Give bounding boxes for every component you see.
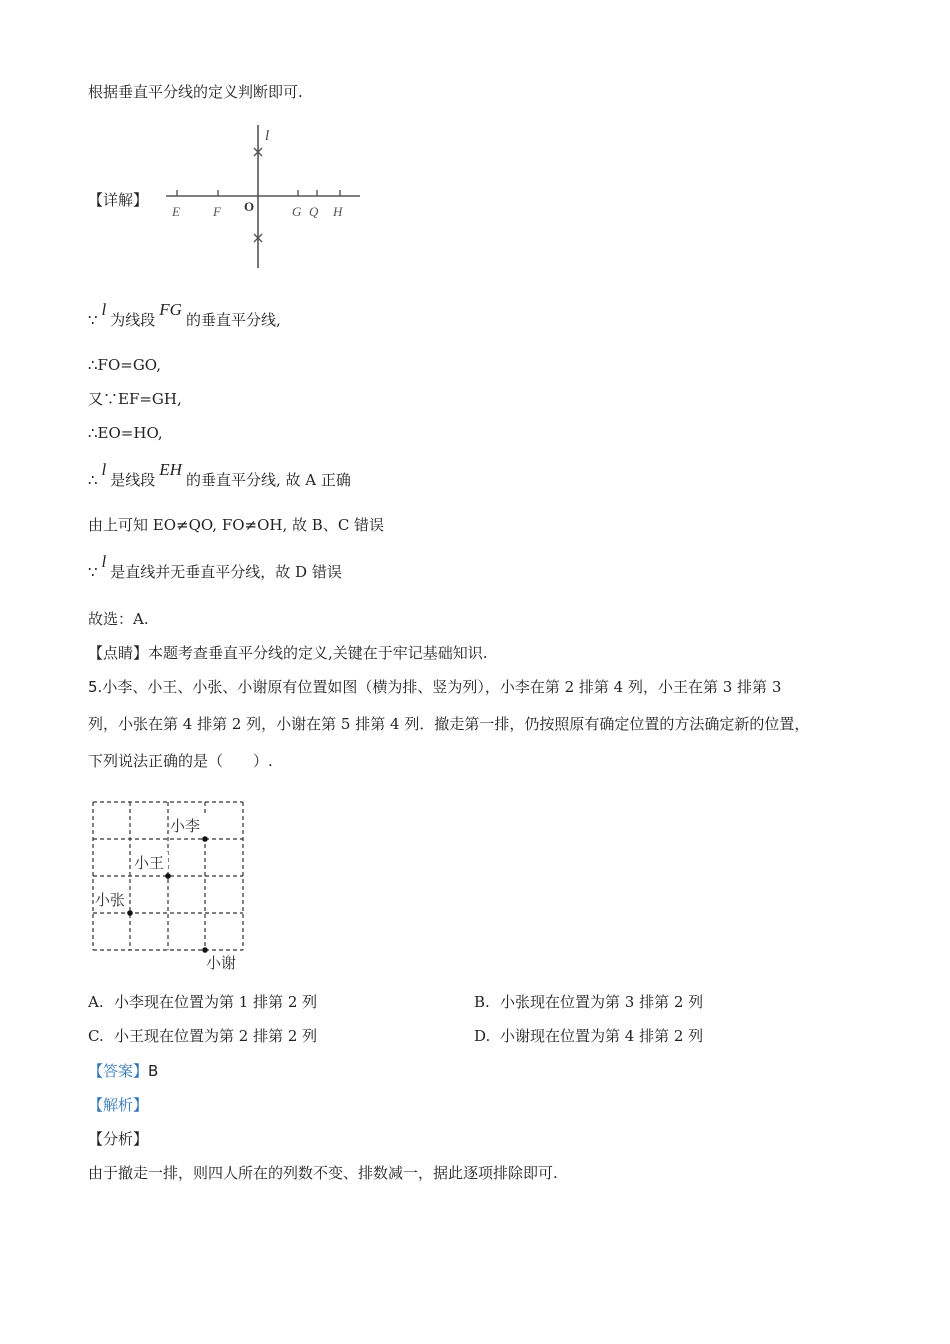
label-f: F: [213, 204, 221, 219]
seat-grid-figure: [86, 796, 256, 976]
intro-line: 根据垂直平分线的定义判断即可.: [88, 83, 303, 101]
var-l: l: [101, 300, 107, 319]
option-b: [474, 992, 703, 1012]
because-symbol: ∵: [88, 563, 98, 581]
text: 为线段: [110, 311, 156, 329]
proof-line-7: [88, 552, 342, 582]
choice-line: 故选：A.: [88, 610, 149, 628]
segment-eh: EH: [159, 460, 182, 479]
proof-line-1: [88, 300, 281, 330]
analysis-label: 【解析】: [88, 1096, 149, 1114]
option-text: 小张现在位置为第 3 排第 2 列: [500, 993, 704, 1011]
option-text: 小谢现在位置为第 4 排第 2 列: [500, 1027, 704, 1045]
name-xiaowang: 小王: [134, 854, 165, 872]
option-a: [88, 992, 317, 1012]
text: 的垂直平分线, 故 A 正确: [185, 471, 351, 489]
var-l: l: [101, 460, 107, 479]
comment-line: 【点睛】本题考查垂直平分线的定义,关键在于牢记基础知识.: [88, 644, 488, 662]
label-h: H: [333, 204, 343, 219]
dot-xiaoli: [202, 836, 208, 842]
question-line-3: 下列说法正确的是（ ）.: [88, 752, 273, 770]
label-g: G: [292, 204, 302, 219]
analysis-text: 由于撤走一排，则四人所在的列数不变、排数减一，据此逐项排除即可.: [88, 1164, 558, 1182]
question-number: 5.: [88, 678, 103, 696]
name-xiaozhang: 小张: [95, 891, 126, 909]
analyze-label: 【分析】: [88, 1130, 149, 1148]
text: 是线段: [110, 471, 156, 489]
label-e: E: [172, 204, 180, 219]
proof-line-5: [88, 460, 351, 490]
perpendicular-bisector-figure: [160, 120, 370, 275]
detail-label: 【详解】: [88, 191, 149, 209]
option-key: C.: [88, 1027, 104, 1045]
therefore-symbol: ∴: [88, 471, 98, 489]
text: 小李、小王、小张、小谢原有位置如图（横为排、竖为列），小李在第 2 排第 4 列，小王在第 3 排第 3: [102, 678, 782, 696]
label-o: O: [244, 199, 255, 214]
question-line-1: [88, 677, 781, 697]
answer-label: 【答案】: [88, 1062, 149, 1080]
option-d: [474, 1026, 703, 1046]
proof-line-2: ∴FO=GO,: [88, 356, 161, 374]
option-text: 小王现在位置为第 2 排第 2 列: [114, 1027, 318, 1045]
answer-value: B: [148, 1062, 159, 1080]
proof-line-3: 又∵EF=GH,: [88, 390, 182, 408]
answer-line: [88, 1061, 158, 1081]
proof-line-6: 由上可知 EO≠QO, FO≠OH, 故 B、C 错误: [88, 516, 385, 534]
text: 的垂直平分线,: [185, 311, 281, 329]
option-c: [88, 1026, 317, 1046]
option-key: A.: [88, 993, 104, 1011]
label-q: Q: [309, 204, 319, 219]
text: 是直线并无垂直平分线，故 D 错误: [110, 563, 342, 581]
name-xiaoxie: 小谢: [206, 954, 237, 972]
because-symbol: ∵: [88, 311, 98, 329]
proof-line-4: ∴EO=HO,: [88, 424, 163, 442]
option-text: 小李现在位置为第 1 排第 2 列: [114, 993, 318, 1011]
option-key: D.: [474, 1027, 491, 1045]
label-l: l: [265, 128, 270, 144]
question-line-2: 列，小张在第 4 排第 2 列，小谢在第 5 排第 4 列．撤走第一排，仍按照原有确定位置的方法确定新的位置，: [88, 715, 810, 733]
segment-fg: FG: [159, 300, 182, 319]
dot-xiaozhang: [127, 910, 133, 916]
var-l: l: [101, 552, 107, 571]
dot-xiaoxie: [202, 947, 208, 953]
name-xiaoli: 小李: [170, 817, 201, 835]
dot-xiaowang: [165, 873, 171, 879]
option-key: B.: [474, 993, 490, 1011]
